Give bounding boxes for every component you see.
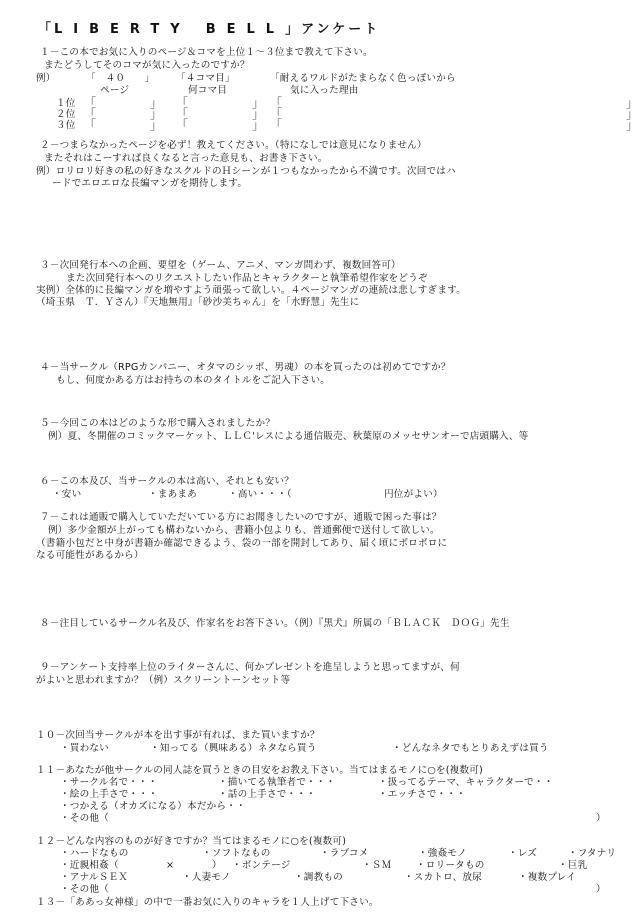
q12-option-big-breasts[interactable]: ・巨乳 [558,860,588,871]
q12-option-other[interactable]: ・その他（ [60,884,109,895]
q11-line1: １１－あなたが他サークルの同人誌を買うときの目安をお教え下さい。当てはまるモノに○を(複数可) [36,765,483,776]
q7-line2: 例）多少金額が上がっても構わないから、書籍小包よりも、普通郵便で送付して欲しい。 [48,525,440,536]
q12-other-close: ） [596,884,606,895]
q10-line1: １０－次回当サークルが本を出す事が有れば、また買いますか？ [36,730,320,741]
q1-r3-page-open: 「 [84,118,97,132]
title-liberty: LIBERTY [54,22,191,37]
q10-option-no[interactable]: ・買わない [60,743,109,754]
q1-rank1-label: １位 [56,98,76,109]
q11-option-theme[interactable]: ・扱ってるテーマ、キャラクターで・・ [378,777,554,788]
q1-r2-reason-close: 」 [626,107,639,121]
q6-price-unit: 円位がよい） [384,489,443,500]
q1-r2-page-close: 」 [150,107,163,121]
q9-line1: ９－アンケート支持率上位のライターさんに、何かプレゼントを進呈しようと思ってますが、何 [40,662,460,673]
q7-line3: （書籍小包だと中身が書籍か確認できるよう、袋の一部を開封してあり、届く頃にボロボロに [36,538,448,549]
q1-r2-koma-open: 「 [176,107,189,121]
q1-r3-reason-close: 」 [626,118,639,132]
q1-rank2-label: ２位 [56,109,76,120]
q3-line1: ３－次回発行本への企画、要望を（ゲーム、アニメ、マンガ問わず、複数回答可） [40,260,401,271]
q2-line4: ードでエロエロな長編マンガを期待します。 [52,178,248,189]
page-title [38,18,380,37]
q11-option-usable[interactable]: ・つかえる（オカズになる）本だから・・ [60,801,246,812]
q1-r3-koma-close: 」 [252,118,265,132]
q9-line2: がよいと思われますか？（例）スクリーントーンセット等 [36,675,291,686]
q1-r1-page-close: 」 [150,96,163,110]
q12-option-anal[interactable]: ・アナルＳＥＸ [60,872,129,883]
q5-line2: 例）夏、冬開催のコミックマーケット、ＬＬＣ'レスによる通信販売、秋葉原のメッセサンオーで店頭購入、等 [48,431,529,442]
q2-line1: ２－つまらなかったページを必ず！教えてください。（特になしでは意見になりません） [40,140,427,151]
q6-line1: ６－この本及び、当サークルの本は高い、それとも安い？ [40,476,294,487]
q6-option-so-so[interactable]: ・まあまあ [148,489,197,500]
q4-line2: もし、何度かある方はお持ちの本のタイトルをご記入下さい。 [56,375,331,386]
q10-option-any[interactable]: ・どんなネタでもとりあえずは買う [392,743,549,754]
q12-option-soft[interactable]: ・ソフトなもの [202,848,271,859]
q1-r1-reason-open: 「 [270,96,283,110]
q10-option-if-known[interactable]: ・知ってる（興味ある）ネタなら買う [150,743,317,754]
q12-option-scat[interactable]: ・スカトロ、放尿 [404,872,482,883]
q11-option-erotic[interactable]: ・エッチさで・・・ [378,789,466,800]
q12-option-hard[interactable]: ・ハードなもの [60,848,129,859]
q1-r3-koma-open: 「 [176,118,189,132]
title-open-bracket: 「 [38,22,55,37]
q11-option-story[interactable]: ・話の上手さで・・・ [218,789,316,800]
q1-r2-reason-open: 「 [270,107,283,121]
q7-line1: ７－これは通販で購入していただいている方にお聞きしたいのですが、通販で困った事は？ [40,512,442,523]
q4-line1: ４－当サークル（RPGカンパニー、オタマのシッポ、男魂）の本を買ったのは初めてですか？ [40,362,451,373]
q12-option-sm[interactable]: ・ＳＭ [362,860,392,871]
q11-option-other[interactable]: ・その他（ [60,813,109,824]
q1-r3-page-close: 」 [150,118,163,132]
q1-example-reason: 「耐えるワルドがたまらなく色っぽいから [270,73,456,84]
q6-option-cheap[interactable]: ・安い [52,489,82,500]
title-rest: 」アンケート [285,22,381,37]
q12-option-training[interactable]: ・調教もの [294,872,343,883]
q1-r2-page-open: 「 [84,107,97,121]
q3-line2: また次回発行本へのリクエストしたい作品とキャラクターと執筆希望作家をどうぞ [66,273,428,284]
q3-line4: （埼玉県 Ｔ．Ｙさん）『天地無用』「砂沙美ちゃん」を「水野慧」先生に [36,297,360,308]
q13-line1: １３－「ああっ女神様」の中で一番お気に入りのキャラを１人上げて下さい。 [36,897,379,908]
q1-example-koma-unit: 何コマ目 [188,85,228,96]
q12-option-bondage[interactable]: ・ボンテージ [232,860,291,871]
q5-line1: ５－今回この本はどのような形で購入されましたか？ [40,418,276,429]
q1-example-page: 「 ４０ 」 [86,73,155,84]
q12-line1: １２－どんな内容のものが好きですか？当てはまるモノに○を(複数可) [36,836,347,847]
q8-line1: ８－注目しているサークル名及び、作家名をお答下さい。（例）『黒犬』所属の「ＢＬＡＣＫ ＤＯＧ」先生 [40,618,510,629]
q1-r1-reason-close: 」 [626,96,639,110]
q12-incest-mark: × [166,860,175,871]
q7-line4: なる可能性があるから） [36,550,144,561]
q11-option-author[interactable]: ・描いてる執筆者で・・・ [218,777,336,788]
q2-line2: またそれはこーすれば良くなると言った意見も、お書き下さい。 [44,153,328,164]
q1-example-reason-unit: 気に入った理由 [290,85,359,96]
q2-line3: 例）ロリロリ好きの私の好きなスクルドのＨシーンが１つもなかったから不満です。次回ではハ [36,166,456,177]
q1-r2-koma-close: 」 [252,107,265,121]
q3-line3: 実例）全体的に長編マンガを増やすよう頑張って欲しい。４ページマンガの連続は悲しすぎます。 [36,285,466,296]
title-bell: BELL [205,22,286,37]
q12-option-lovecomedy[interactable]: ・ラブコメ [320,848,369,859]
q12-option-futanari[interactable]: ・フタナリ [568,848,617,859]
q12-option-incest[interactable]: ・近親相姦（ [60,860,119,871]
q12-option-married[interactable]: ・人妻モノ [182,872,231,883]
q1-r1-koma-close: 」 [252,96,265,110]
q1-r1-koma-open: 「 [176,96,189,110]
q1-rank3-label: ３位 [56,120,76,131]
q12-incest-close: ） [212,860,222,871]
q1-line1: １－この本でお気に入りのページ＆コマを上位１～３位まで教えて下さい。 [40,47,373,58]
q11-option-circle-name[interactable]: ・サークル名で・・・ [60,777,158,788]
q1-example-label: 例） [36,73,56,84]
q6-option-expensive[interactable]: ・高い・・・（ [228,489,292,500]
q12-option-lesbian[interactable]: ・レズ [508,848,538,859]
q11-option-art[interactable]: ・絵の上手さで・・・ [60,789,158,800]
q12-option-lolita[interactable]: ・ロリータもの [416,860,485,871]
q1-line2: またどうしてそのコマが気に入ったのですか？ [44,60,250,71]
q1-r1-page-open: 「 [84,96,97,110]
q1-r3-reason-open: 「 [270,118,283,132]
q11-other-close: ） [596,813,606,824]
q1-example-page-unit: ページ [100,85,130,96]
q12-option-rape[interactable]: ・強姦モノ [418,848,467,859]
q1-example-koma: 「４コマ目」 [176,73,235,84]
q12-option-group[interactable]: ・複数プレイ [518,872,576,883]
